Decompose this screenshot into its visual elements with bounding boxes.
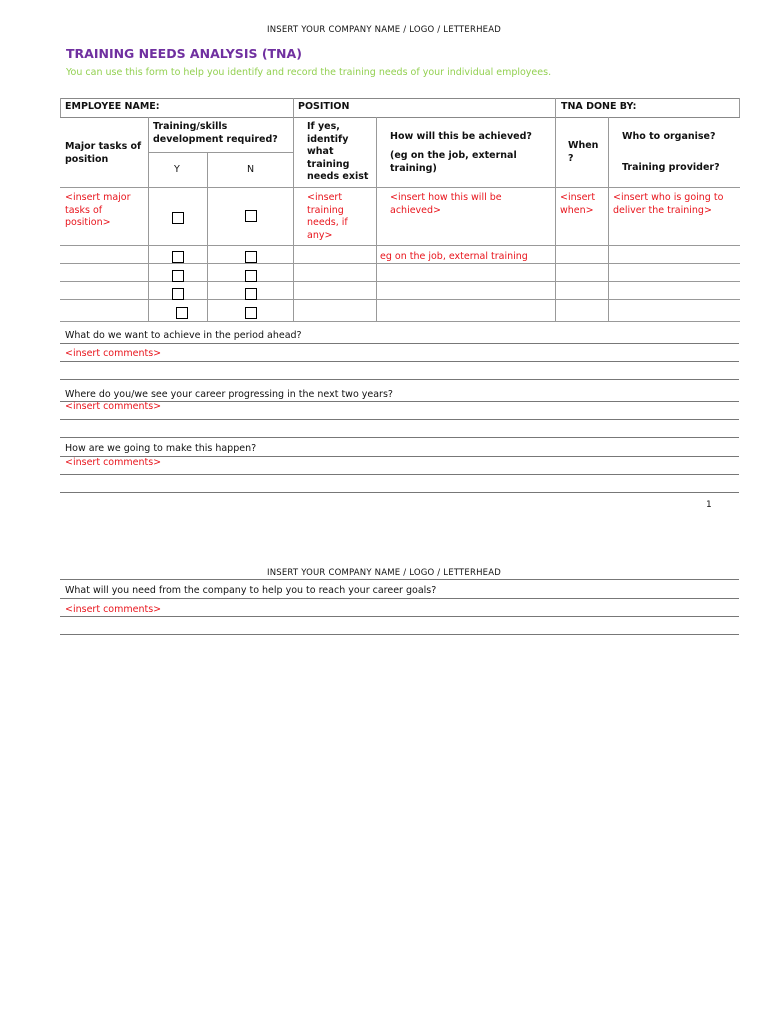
page-title: TRAINING NEEDS ANALYSIS (TNA) bbox=[66, 46, 302, 61]
row5-n-checkbox[interactable] bbox=[245, 307, 257, 319]
row3-n-checkbox[interactable] bbox=[245, 270, 257, 282]
col-if-yes: If yes, identify what training needs exist bbox=[307, 121, 369, 182]
row1-training-needs[interactable]: <insert training needs, if any> bbox=[307, 192, 348, 241]
page2-header: INSERT YOUR COMPANY NAME / LOGO / LETTERHEAD bbox=[266, 568, 502, 578]
col-how: How will this be achieved? bbox=[390, 131, 532, 142]
col-who: Who to organise? bbox=[622, 131, 716, 142]
row4-y-checkbox[interactable] bbox=[172, 288, 184, 300]
row2-y-checkbox[interactable] bbox=[172, 251, 184, 263]
col-y: Y bbox=[174, 164, 180, 175]
employee-name-label: EMPLOYEE NAME: bbox=[65, 101, 160, 112]
question-make-happen: How are we going to make this happen? bbox=[65, 443, 257, 454]
col-how-eg: (eg on the job, external training) bbox=[390, 150, 517, 174]
row3-y-checkbox[interactable] bbox=[172, 270, 184, 282]
row1-who[interactable]: <insert who is going to deliver the training> bbox=[613, 192, 724, 216]
row5-y-checkbox[interactable] bbox=[176, 307, 188, 319]
q2-comment[interactable]: <insert comments> bbox=[65, 401, 162, 412]
q3-comment[interactable]: <insert comments> bbox=[65, 457, 162, 468]
question-company-needs: What will you need from the company to help you to reach your career goals? bbox=[65, 585, 437, 596]
position-label: POSITION bbox=[298, 101, 350, 112]
question-achieve: What do we want to achieve in the period ahead? bbox=[65, 330, 302, 341]
q4-comment[interactable]: <insert comments> bbox=[65, 604, 162, 615]
page-number: 1 bbox=[706, 500, 712, 510]
row1-how[interactable]: <insert how this will be achieved> bbox=[390, 192, 502, 216]
row1-y-checkbox[interactable] bbox=[172, 212, 184, 224]
row4-n-checkbox[interactable] bbox=[245, 288, 257, 300]
row1-major-tasks[interactable]: <insert major tasks of position> bbox=[65, 192, 131, 228]
col-major-tasks: Major tasks of position bbox=[65, 141, 142, 165]
row2-n-checkbox[interactable] bbox=[245, 251, 257, 263]
row1-n-checkbox[interactable] bbox=[245, 210, 257, 222]
col-n: N bbox=[247, 164, 255, 175]
tna-done-by-label: TNA DONE BY: bbox=[561, 101, 637, 112]
q1-comment[interactable]: <insert comments> bbox=[65, 348, 162, 359]
page-subtitle: You can use this form to help you identify and record the training needs of your individual employees. bbox=[66, 67, 552, 78]
col-training-required: Training/skills development required? bbox=[153, 121, 278, 145]
row2-how[interactable]: eg on the job, external training bbox=[380, 251, 528, 262]
col-provider: Training provider? bbox=[622, 162, 720, 173]
col-when: When ? bbox=[568, 140, 599, 164]
question-career: Where do you/we see your career progressing in the next two years? bbox=[65, 389, 393, 400]
row1-when[interactable]: <insert when> bbox=[560, 192, 596, 216]
page-header: INSERT YOUR COMPANY NAME / LOGO / LETTERHEAD bbox=[266, 25, 502, 35]
